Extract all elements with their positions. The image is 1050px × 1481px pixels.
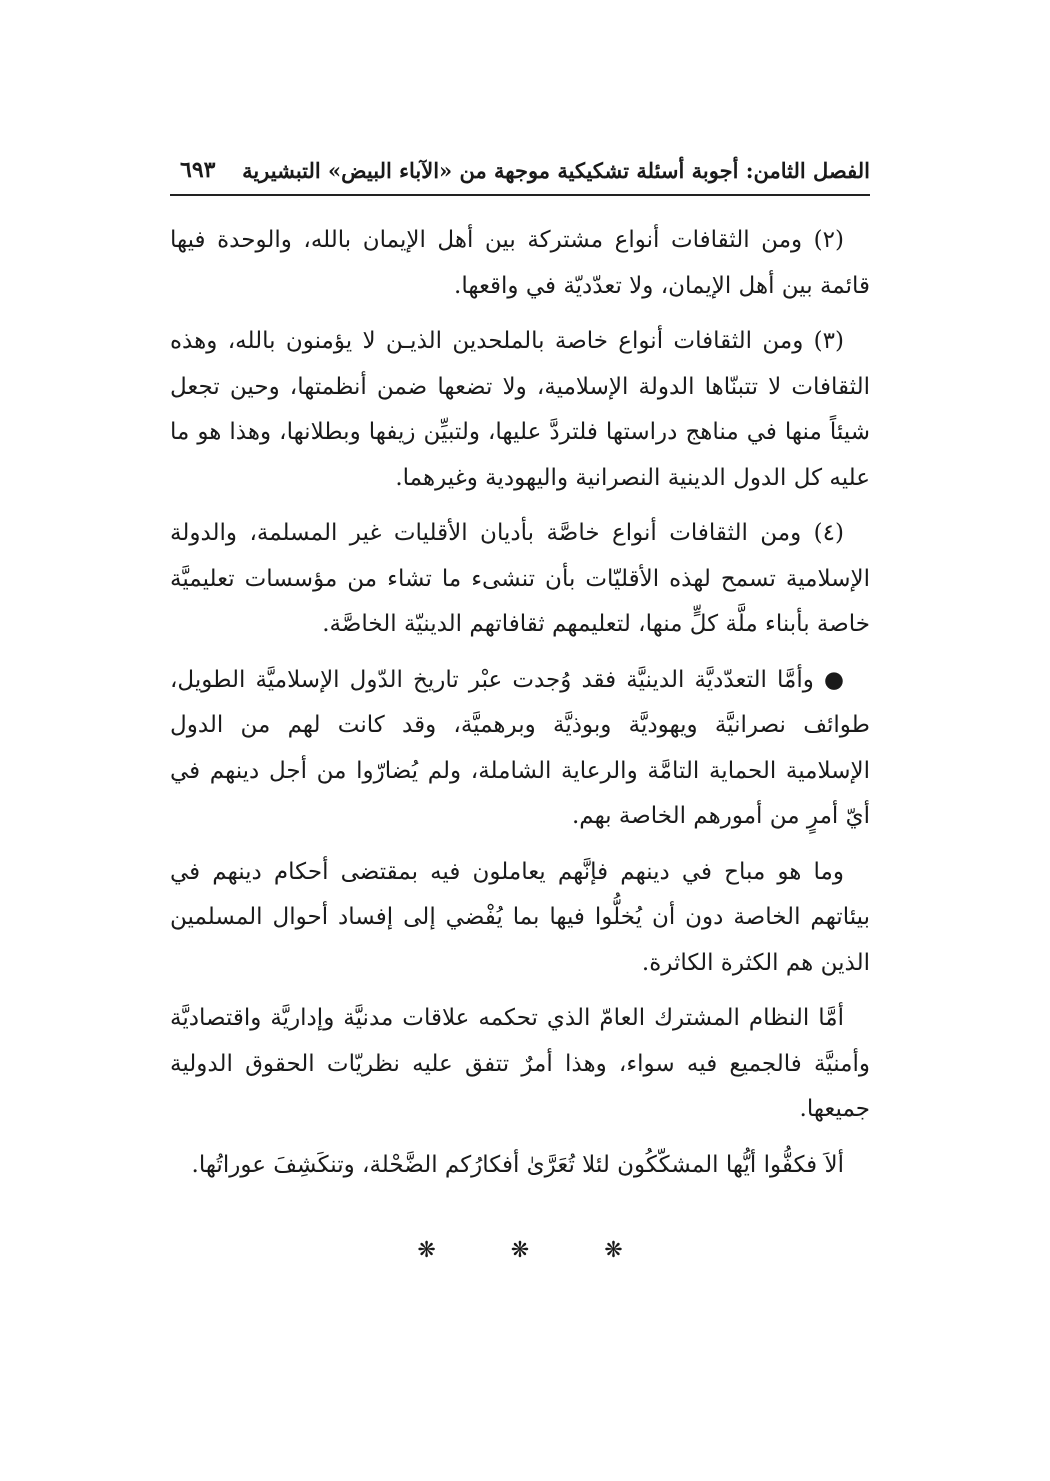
chapter-title: الفصل الثامن: أجوبة أسئلة تشكيكية موجهة من «الآباء البيض» التبشيرية [242, 157, 870, 183]
section-divider [170, 1238, 870, 1263]
asterism-star-icon: ❋ [417, 1238, 436, 1263]
asterism-star-icon: ❋ [510, 1238, 530, 1263]
body-text [170, 218, 870, 1198]
book-page [170, 0, 870, 1481]
paragraph-7: ألاَ فكفُّوا أيُّها المشكّكُون لئلا تُعَرَّىٰ أفكارُكم الضَّحْلة، وتنكَشِفَ عوراتُها. [191, 1151, 844, 1178]
paragraph-4: ● وأمَّا التعدّديَّة الدينيَّة فقد وُجدت عبْر تاريخ الدّول الإسلاميَّة الطويل، طوائف نصرانيَّة ويهوديَّة وبوذيَّة وبرهميَّة، وقد كانت لهم من الدول الإسلامية الحماية التامَّة والرعاية الشاملة، ولم يُضارّوا من أجل دينهم في أيّ أمرٍ من أمورهم الخاصة بهم. [170, 666, 870, 829]
paragraph-1: (٢) ومن الثقافات أنواع مشتركة بين أهل الإيمان بالله، والوحدة فيها قائمة بين أهل الإيمان، ولا تعدّديّة في واقعها. [170, 227, 870, 299]
paragraph-6: أمَّا النظام المشترك العامّ الذي تحكمه علاقات مدنيَّة وإداريَّة واقتصاديَّة وأمنيَّة فالجميع فيه سواء، وهذا أمرٌ تتفق عليه نظريّات الحقوق الدولية جميعها. [170, 1005, 870, 1122]
paragraph-3: (٤) ومن الثقافات أنواع خاصَّة بأديان الأقليات غير المسلمة، والدولة الإسلامية تسمح لهذه الأقليّات بأن تنشىء ما تشاء من مؤسسات تعليميَّة خاصة بأبناء ملَّة كلٍّ منها، لتعليمهم ثقافاتهم الدينيّة الخاصَّة. [170, 520, 870, 637]
running-header [170, 150, 870, 196]
paragraph-5: وما هو مباح في دينهم فإنَّهم يعاملون فيه بمقتضى أحكام دينهم في بيئاتهم الخاصة دون أن يُخلُّوا فيها بما يُفْضي إلى إفساد أحوال المسلمين الذين هم الكثرة الكاثرة. [170, 858, 870, 976]
page-number: ٦٩٣ [180, 157, 216, 183]
paragraph-2: (٣) ومن الثقافات أنواع خاصة بالملحدين الذيـن لا يؤمنون بالله، وهذه الثقافات لا تتبنّاها الدولة الإسلامية، ولا تضعها ضمن أنظمتها، وحين تجعل شيئاً منها في مناهج دراستها فلتردَّ عليها، ولتبيِّن زيفها وبطلانها، وهذا هو ما عليه كل الدول الدينية النصرانية واليهودية وغيرهما. [170, 328, 870, 491]
asterism-star-icon: ❋ [604, 1238, 623, 1263]
